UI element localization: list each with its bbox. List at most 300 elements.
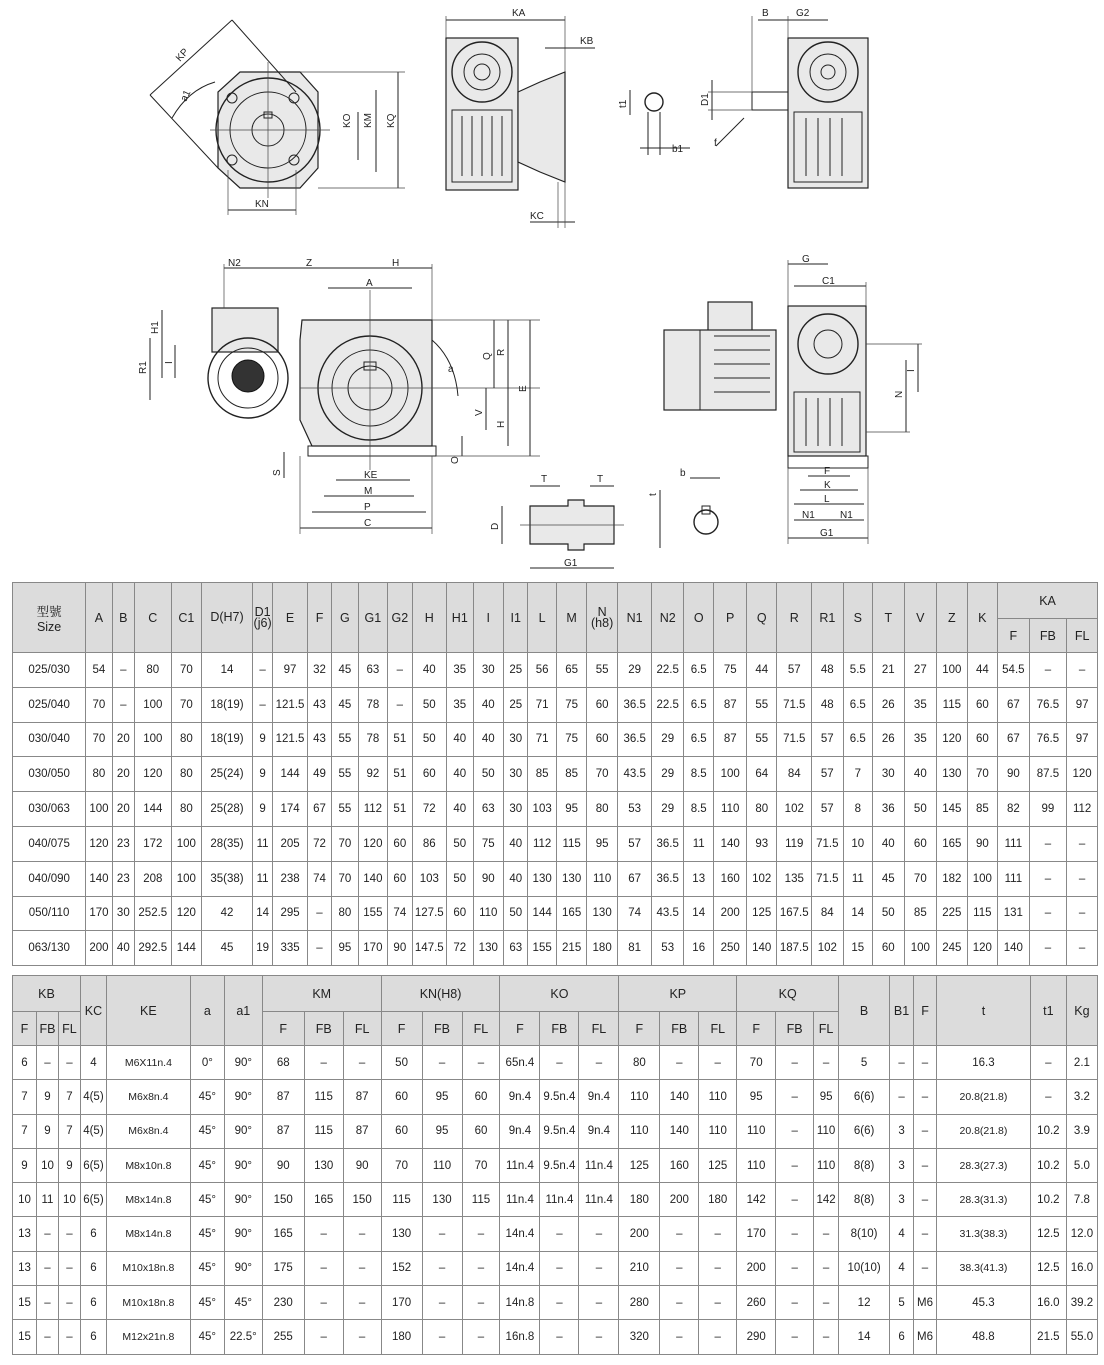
table-cell: – bbox=[699, 1320, 737, 1354]
table-cell: 130 bbox=[556, 861, 587, 896]
table-cell: – bbox=[660, 1217, 699, 1251]
table-cell: 18(19) bbox=[202, 687, 253, 722]
table-cell: 51 bbox=[388, 792, 412, 827]
table-cell: 6 bbox=[80, 1286, 106, 1320]
table-cell: – bbox=[1029, 931, 1067, 966]
table-cell: 12.0 bbox=[1066, 1217, 1097, 1251]
table-cell: 30 bbox=[504, 792, 528, 827]
table-cell: 78 bbox=[358, 722, 387, 757]
table-cell: – bbox=[304, 1320, 343, 1354]
table-cell: 29 bbox=[652, 757, 684, 792]
table-cell: – bbox=[422, 1251, 462, 1285]
table-cell: 72 bbox=[307, 826, 331, 861]
table-cell: 11 bbox=[36, 1183, 58, 1217]
table-cell: 30 bbox=[473, 653, 504, 688]
table-cell: 4(5) bbox=[80, 1080, 106, 1114]
table-cell: 10 bbox=[58, 1183, 80, 1217]
table-cell: – bbox=[462, 1286, 500, 1320]
label-kp: KP bbox=[174, 46, 192, 65]
header-m: M bbox=[556, 583, 587, 653]
table-cell: 115 bbox=[304, 1114, 343, 1148]
table-cell: 119 bbox=[777, 826, 812, 861]
table-cell: 90° bbox=[224, 1148, 262, 1182]
table-cell: 80 bbox=[171, 792, 202, 827]
table-cell: 16.0 bbox=[1030, 1286, 1066, 1320]
table-cell: 97 bbox=[273, 653, 308, 688]
key-detail bbox=[618, 90, 690, 155]
table-cell: 30 bbox=[504, 757, 528, 792]
table-cell: 8.5 bbox=[683, 792, 714, 827]
table-cell: 95 bbox=[332, 931, 358, 966]
table-cell: 200 bbox=[660, 1183, 699, 1217]
table-cell: 45° bbox=[224, 1286, 262, 1320]
table-cell: 6 bbox=[80, 1251, 106, 1285]
table-cell: 130 bbox=[422, 1183, 462, 1217]
label-g: G bbox=[802, 254, 810, 265]
table-cell: 10 bbox=[13, 1183, 37, 1217]
table-cell: 63 bbox=[358, 653, 387, 688]
table-cell: 40 bbox=[447, 757, 473, 792]
table-cell: 200 bbox=[86, 931, 112, 966]
table-cell: 35 bbox=[904, 687, 937, 722]
table-cell: 12.5 bbox=[1030, 1251, 1066, 1285]
table-cell: 115 bbox=[556, 826, 587, 861]
header-d-h7: D(H7) bbox=[202, 583, 253, 653]
table-cell: 9.5n.4 bbox=[540, 1114, 579, 1148]
table-cell: 67 bbox=[998, 687, 1030, 722]
table-cell: 180 bbox=[699, 1183, 737, 1217]
table-cell: 18(19) bbox=[202, 722, 253, 757]
header-n-main: N bbox=[597, 604, 607, 619]
size-cell: 025/030 bbox=[13, 653, 86, 688]
table-cell: 90° bbox=[224, 1046, 262, 1080]
header-a-angle: a bbox=[190, 976, 224, 1046]
header-k: K bbox=[967, 583, 998, 653]
table-cell: 140 bbox=[746, 931, 777, 966]
subheader-kq-fl: FL bbox=[814, 1012, 839, 1046]
header-f2: F bbox=[914, 976, 937, 1046]
table-cell: – bbox=[579, 1251, 619, 1285]
table-cell: 110 bbox=[814, 1148, 839, 1182]
table-cell: 208 bbox=[135, 861, 172, 896]
size-cell: 030/040 bbox=[13, 722, 86, 757]
table-cell: – bbox=[814, 1217, 839, 1251]
table-cell: 40 bbox=[473, 722, 504, 757]
table-cell: 150 bbox=[262, 1183, 304, 1217]
table-row bbox=[13, 1080, 1098, 1114]
subheader-ko-f: F bbox=[500, 1012, 540, 1046]
table-cell: 60 bbox=[412, 757, 447, 792]
table-cell: M6 bbox=[914, 1320, 937, 1354]
table-cell: – bbox=[540, 1217, 579, 1251]
table-cell: 205 bbox=[273, 826, 308, 861]
table-cell: 21.5 bbox=[1030, 1320, 1066, 1354]
table-cell: 120 bbox=[1067, 757, 1098, 792]
table-cell: 95 bbox=[422, 1080, 462, 1114]
label-a-angle: a bbox=[448, 364, 454, 375]
table-cell: – bbox=[914, 1183, 937, 1217]
table-cell: 45° bbox=[190, 1114, 224, 1148]
table-cell: 9 bbox=[13, 1148, 37, 1182]
table-cell: 200 bbox=[619, 1217, 660, 1251]
table-cell: 100 bbox=[86, 792, 112, 827]
label-g1-right: G1 bbox=[820, 528, 834, 539]
table-cell: M6x8n.4 bbox=[106, 1080, 190, 1114]
table-cell: 65 bbox=[556, 653, 587, 688]
table-cell: 165 bbox=[556, 896, 587, 931]
table-cell: 160 bbox=[660, 1148, 699, 1182]
table-cell: 50 bbox=[447, 861, 473, 896]
table-cell: – bbox=[388, 687, 412, 722]
table-cell: 71 bbox=[528, 687, 556, 722]
table-cell: – bbox=[304, 1286, 343, 1320]
table-row bbox=[13, 757, 1098, 792]
table-cell: 144 bbox=[273, 757, 308, 792]
table-cell: 68 bbox=[262, 1046, 304, 1080]
label-s: S bbox=[272, 469, 283, 476]
table-cell: – bbox=[304, 1046, 343, 1080]
table-cell: 20 bbox=[112, 792, 134, 827]
gearbox-flange-side-view bbox=[446, 8, 595, 228]
table-cell: 51 bbox=[388, 757, 412, 792]
table-cell: 7 bbox=[58, 1114, 80, 1148]
header-d1-sub: (j6) bbox=[253, 615, 272, 630]
table-cell: 170 bbox=[737, 1217, 776, 1251]
table-cell: – bbox=[660, 1286, 699, 1320]
table-cell: 85 bbox=[556, 757, 587, 792]
table-cell: – bbox=[343, 1320, 381, 1354]
table-cell: 100 bbox=[904, 931, 937, 966]
label-t1: t1 bbox=[618, 99, 629, 108]
label-c: C bbox=[364, 518, 372, 529]
table-cell: 90° bbox=[224, 1183, 262, 1217]
table-cell: – bbox=[1029, 896, 1067, 931]
table-cell: 100 bbox=[135, 722, 172, 757]
table-cell: 120 bbox=[967, 931, 998, 966]
table-cell: 120 bbox=[86, 826, 112, 861]
table-cell: 238 bbox=[273, 861, 308, 896]
dimension-table bbox=[12, 582, 1098, 966]
flange-front-view bbox=[150, 20, 405, 215]
table-cell: 55 bbox=[746, 687, 777, 722]
label-t-right: T bbox=[597, 474, 604, 485]
table-cell: – bbox=[914, 1148, 937, 1182]
table-cell: – bbox=[36, 1251, 58, 1285]
table-cell: 14 bbox=[683, 896, 714, 931]
table-cell: 16.3 bbox=[937, 1046, 1031, 1080]
label-km: KM bbox=[363, 113, 374, 128]
table-row bbox=[13, 1217, 1098, 1251]
table-cell: 35 bbox=[904, 722, 937, 757]
header-ke: KE bbox=[106, 976, 190, 1046]
table-row bbox=[13, 792, 1098, 827]
table-cell: 55.0 bbox=[1066, 1320, 1097, 1354]
table-cell: – bbox=[58, 1251, 80, 1285]
label-d1: D1 bbox=[700, 93, 711, 106]
header-p: P bbox=[714, 583, 747, 653]
table-cell: 100 bbox=[135, 687, 172, 722]
table-cell: 35 bbox=[447, 653, 473, 688]
table-row bbox=[13, 1114, 1098, 1148]
table-cell: 140 bbox=[86, 861, 112, 896]
table-cell: – bbox=[699, 1217, 737, 1251]
table-cell: 43 bbox=[307, 722, 331, 757]
table-cell: 111 bbox=[998, 826, 1030, 861]
table-cell: 87 bbox=[262, 1114, 304, 1148]
header-kg: Kg bbox=[1066, 976, 1097, 1046]
label-a1: a1 bbox=[178, 88, 194, 104]
gearbox-shaft-side-view bbox=[700, 8, 868, 188]
table-cell: 85 bbox=[904, 896, 937, 931]
table-cell: 11n.4 bbox=[500, 1148, 540, 1182]
table-cell: – bbox=[776, 1286, 814, 1320]
table-cell: 110 bbox=[814, 1114, 839, 1148]
table-cell: 2.1 bbox=[1066, 1046, 1097, 1080]
table-cell: 8(10) bbox=[839, 1217, 890, 1251]
table-cell: 20 bbox=[112, 722, 134, 757]
table-cell: 125 bbox=[619, 1148, 660, 1182]
table-cell: – bbox=[776, 1320, 814, 1354]
table-cell: 60 bbox=[873, 931, 905, 966]
table-cell: 97 bbox=[1067, 722, 1098, 757]
table-cell: 75 bbox=[556, 687, 587, 722]
table-cell: 67 bbox=[998, 722, 1030, 757]
table-cell: 55 bbox=[332, 722, 358, 757]
table-cell: – bbox=[776, 1114, 814, 1148]
table-cell: 76.5 bbox=[1029, 722, 1067, 757]
table-cell: 10.2 bbox=[1030, 1183, 1066, 1217]
table-cell: 63 bbox=[504, 931, 528, 966]
label-t-left: T bbox=[541, 474, 548, 485]
header-kp: KP bbox=[619, 976, 737, 1012]
table-cell: – bbox=[58, 1217, 80, 1251]
table-cell: 14 bbox=[202, 653, 253, 688]
table-cell: 80 bbox=[619, 1046, 660, 1080]
flange-table-body bbox=[13, 1046, 1098, 1355]
table-cell: 70 bbox=[737, 1046, 776, 1080]
table-cell: – bbox=[1067, 931, 1098, 966]
table-row bbox=[13, 1286, 1098, 1320]
table-cell: 9 bbox=[36, 1114, 58, 1148]
label-ka: KA bbox=[512, 8, 526, 19]
header-size-zh: 型號 bbox=[36, 604, 62, 619]
table-cell: 115 bbox=[381, 1183, 422, 1217]
table-cell: – bbox=[660, 1046, 699, 1080]
table-cell: 115 bbox=[937, 687, 968, 722]
table-cell: 125 bbox=[699, 1148, 737, 1182]
table-cell: 110 bbox=[587, 861, 618, 896]
table-cell: 22.5 bbox=[652, 687, 684, 722]
table-cell: 60 bbox=[462, 1114, 500, 1148]
table-row bbox=[13, 687, 1098, 722]
table-cell: 80 bbox=[332, 896, 358, 931]
subheader-km-f: F bbox=[262, 1012, 304, 1046]
table-cell: 135 bbox=[777, 861, 812, 896]
header-ka-f: F bbox=[998, 619, 1030, 653]
label-d: D bbox=[490, 522, 501, 530]
table-cell: 8 bbox=[843, 792, 872, 827]
table-cell: 57 bbox=[812, 792, 844, 827]
table-cell: 29 bbox=[652, 792, 684, 827]
table-cell: 21 bbox=[873, 653, 905, 688]
table-cell: 57 bbox=[617, 826, 652, 861]
table-cell: 76.5 bbox=[1029, 687, 1067, 722]
table-cell: – bbox=[252, 687, 272, 722]
table-cell: 55 bbox=[587, 653, 618, 688]
table-cell: 115 bbox=[304, 1080, 343, 1114]
table-cell: 25(24) bbox=[202, 757, 253, 792]
table-cell: – bbox=[914, 1114, 937, 1148]
table-cell: – bbox=[422, 1286, 462, 1320]
label-f: f bbox=[714, 138, 717, 149]
table-cell: 64 bbox=[746, 757, 777, 792]
table-cell: 6 bbox=[890, 1320, 914, 1354]
table-cell: 3.9 bbox=[1066, 1114, 1097, 1148]
table-cell: 60 bbox=[462, 1080, 500, 1114]
table-cell: 82 bbox=[998, 792, 1030, 827]
table-cell: 9 bbox=[58, 1148, 80, 1182]
table-cell: 14 bbox=[839, 1320, 890, 1354]
table-cell: 11 bbox=[252, 826, 272, 861]
table-cell: M8x10n.8 bbox=[106, 1148, 190, 1182]
table-cell: 60 bbox=[381, 1080, 422, 1114]
table-cell: – bbox=[699, 1046, 737, 1080]
table-cell: 40 bbox=[504, 861, 528, 896]
table-cell: – bbox=[914, 1251, 937, 1285]
table-cell: 14 bbox=[843, 896, 872, 931]
table-cell: 11 bbox=[683, 826, 714, 861]
table-cell: – bbox=[660, 1251, 699, 1285]
table-cell: 90 bbox=[388, 931, 412, 966]
table-cell: 63 bbox=[473, 792, 504, 827]
table-cell: – bbox=[462, 1251, 500, 1285]
table-cell: 26 bbox=[873, 687, 905, 722]
table-cell: 53 bbox=[652, 931, 684, 966]
table-cell: – bbox=[579, 1320, 619, 1354]
table-cell: – bbox=[814, 1046, 839, 1080]
table-cell: 102 bbox=[746, 861, 777, 896]
table-cell: 51 bbox=[388, 722, 412, 757]
table-cell: 3.2 bbox=[1066, 1080, 1097, 1114]
table-cell: 120 bbox=[358, 826, 387, 861]
size-cell: 050/110 bbox=[13, 896, 86, 931]
table-cell: 90 bbox=[262, 1148, 304, 1182]
table-cell: – bbox=[1029, 653, 1067, 688]
table-cell: M6 bbox=[914, 1286, 937, 1320]
table-cell: 144 bbox=[171, 931, 202, 966]
table-cell: 70 bbox=[904, 861, 937, 896]
table-cell: – bbox=[914, 1080, 937, 1114]
table-cell: 112 bbox=[528, 826, 556, 861]
table-cell: 54.5 bbox=[998, 653, 1030, 688]
header-n2: N2 bbox=[652, 583, 684, 653]
table-cell: 210 bbox=[619, 1251, 660, 1285]
table-cell: 95 bbox=[814, 1080, 839, 1114]
table-cell: 80 bbox=[135, 653, 172, 688]
table-cell: 9 bbox=[252, 757, 272, 792]
header-kc: KC bbox=[80, 976, 106, 1046]
table-cell: – bbox=[814, 1251, 839, 1285]
table-cell: 13 bbox=[13, 1217, 37, 1251]
table-cell: 11n.4 bbox=[500, 1183, 540, 1217]
table-cell: – bbox=[1030, 1046, 1066, 1080]
table-cell: 130 bbox=[381, 1217, 422, 1251]
table-cell: 11n.4 bbox=[579, 1148, 619, 1182]
table-cell: 57 bbox=[777, 653, 812, 688]
table-cell: 40 bbox=[447, 722, 473, 757]
table-cell: 6(5) bbox=[80, 1183, 106, 1217]
table-cell: 9 bbox=[252, 722, 272, 757]
table-cell: 30 bbox=[873, 757, 905, 792]
label-m: M bbox=[364, 486, 373, 497]
table-cell: 110 bbox=[737, 1114, 776, 1148]
table-cell: 110 bbox=[422, 1148, 462, 1182]
table-cell: 5.0 bbox=[1066, 1148, 1097, 1182]
table-cell: 16 bbox=[683, 931, 714, 966]
table-cell: 121.5 bbox=[273, 722, 308, 757]
table-cell: 38.3(41.3) bbox=[937, 1251, 1031, 1285]
table-cell: 182 bbox=[937, 861, 968, 896]
table-cell: – bbox=[36, 1286, 58, 1320]
table-cell: 121.5 bbox=[273, 687, 308, 722]
gearbox-front-view bbox=[138, 258, 540, 534]
table-cell: 9.5n.4 bbox=[540, 1148, 579, 1182]
table-cell: 7.8 bbox=[1066, 1183, 1097, 1217]
table-cell: 290 bbox=[737, 1320, 776, 1354]
table-cell: 127.5 bbox=[412, 896, 447, 931]
subheader-km-fl: FL bbox=[343, 1012, 381, 1046]
table-cell: 81 bbox=[617, 931, 652, 966]
table-cell: – bbox=[252, 653, 272, 688]
table-cell: – bbox=[36, 1320, 58, 1354]
table-cell: – bbox=[776, 1183, 814, 1217]
table-cell: 39.2 bbox=[1066, 1286, 1097, 1320]
table-cell: 3 bbox=[890, 1183, 914, 1217]
table-cell: 23 bbox=[112, 826, 134, 861]
table-cell: 25 bbox=[504, 687, 528, 722]
size-cell: 040/090 bbox=[13, 861, 86, 896]
table-cell: – bbox=[1029, 861, 1067, 896]
table-cell: 36.5 bbox=[617, 687, 652, 722]
table-cell: 16n.8 bbox=[500, 1320, 540, 1354]
table-cell: 9 bbox=[252, 792, 272, 827]
header-g2: G2 bbox=[388, 583, 412, 653]
label-i-right: I bbox=[906, 369, 917, 372]
label-kc: KC bbox=[530, 211, 544, 222]
table-cell: 100 bbox=[714, 757, 747, 792]
table-cell: 187.5 bbox=[777, 931, 812, 966]
table-row bbox=[13, 1046, 1098, 1080]
header-n-sub: (h8) bbox=[591, 615, 614, 630]
table-cell: 36.5 bbox=[652, 861, 684, 896]
table-cell: – bbox=[776, 1046, 814, 1080]
subheader-ko-fb: FB bbox=[540, 1012, 579, 1046]
table-cell: 70 bbox=[332, 826, 358, 861]
table-cell: M10x18n.8 bbox=[106, 1286, 190, 1320]
header-q: Q bbox=[746, 583, 777, 653]
table-cell: – bbox=[422, 1046, 462, 1080]
table-cell: 31.3(38.3) bbox=[937, 1217, 1031, 1251]
table-cell: – bbox=[1067, 896, 1098, 931]
table-cell: 43.5 bbox=[617, 757, 652, 792]
table-cell: 57 bbox=[812, 722, 844, 757]
table-cell: – bbox=[36, 1046, 58, 1080]
table-cell: 20.8(21.8) bbox=[937, 1080, 1031, 1114]
table-cell: 50 bbox=[412, 687, 447, 722]
table-cell: 19 bbox=[252, 931, 272, 966]
table-cell: 87.5 bbox=[1029, 757, 1067, 792]
table-cell: – bbox=[462, 1046, 500, 1080]
